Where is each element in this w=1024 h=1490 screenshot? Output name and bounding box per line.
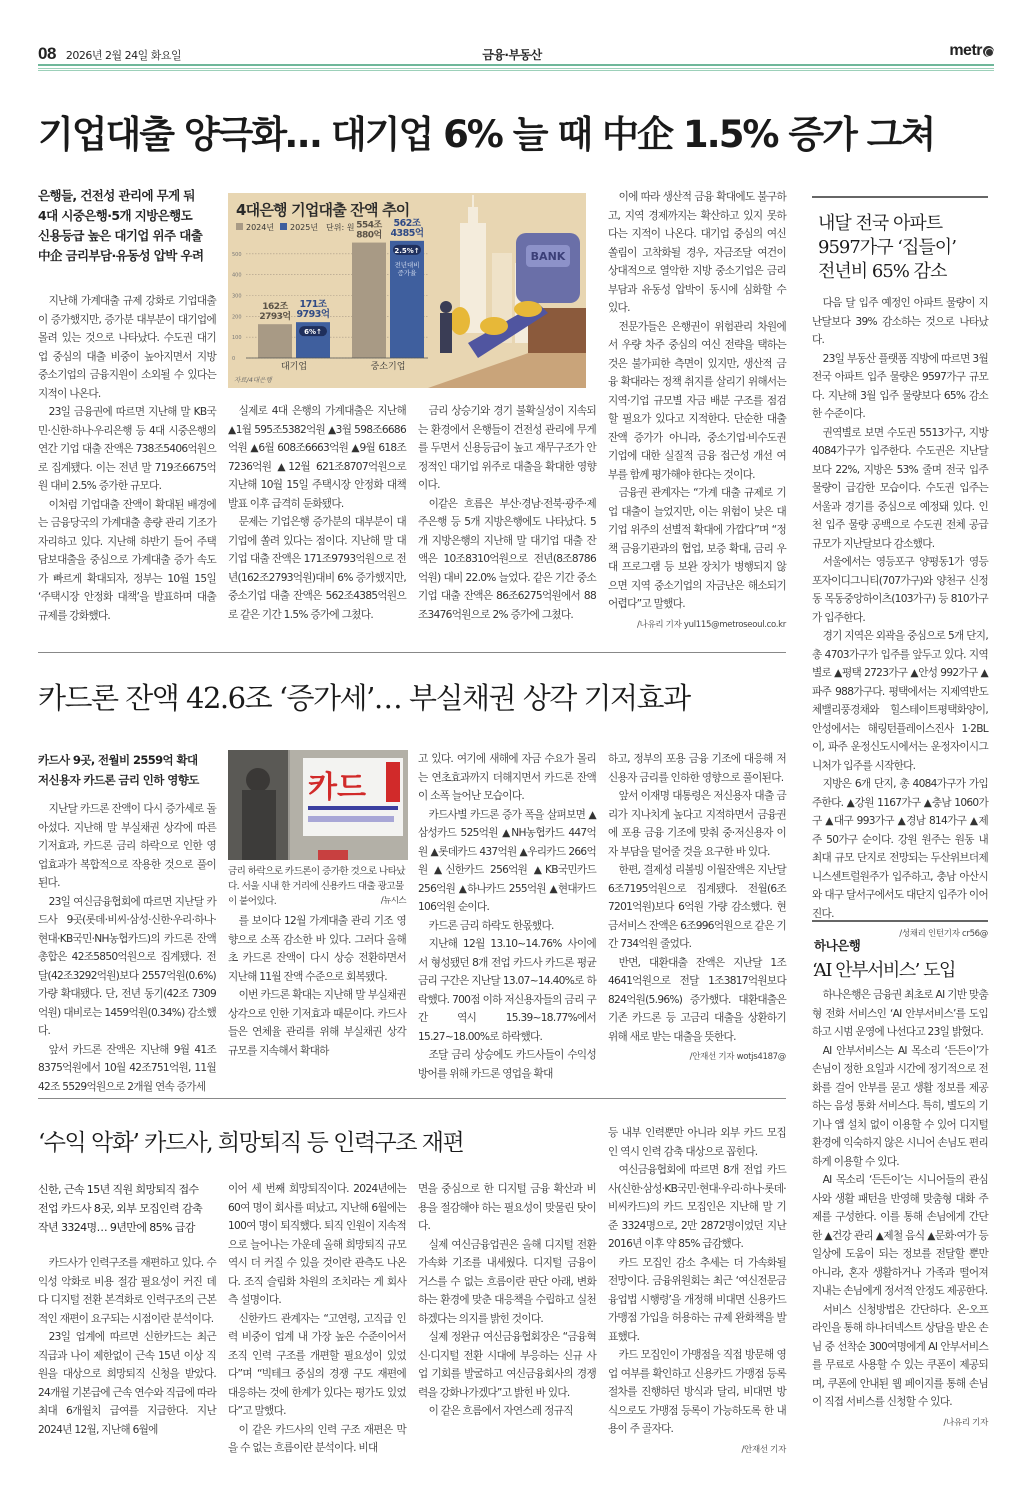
photo-sign-text: 카드 (308, 770, 366, 805)
subhead: 4대 시중은행·5개 지방은행도 (38, 208, 193, 223)
subhead: 전업 카드사 8곳, 외부 모집인력 감축 (38, 1202, 203, 1215)
data-label: 880억 (356, 230, 382, 241)
x-tick-label: 대기업 (280, 362, 308, 372)
subhead: 中企 금리부담·유동성 압박 우려 (38, 248, 204, 263)
data-label: 162조 (262, 302, 288, 313)
paragraph: 카드 모집인이 가맹점을 직접 방문해 영업 여부를 확인하고 신용카드 가맹점 등록 절차를 진행하던 방식과 달리, 비대면 방식으로도 가맹점 등록이 가능하도록 한 내용이 주 골자다. (608, 1349, 786, 1435)
article3-subheads (38, 1180, 216, 1237)
growth-note: 증가율 (397, 268, 417, 277)
paragraph: 이어 세 번째 희망퇴직이다. 2024년에는 60여 명이 회사를 떠났고, 지난해 6월에는 100여 명이 퇴직했다. 퇴직 인원이 지속적으로 늘어나는 가운데 올해 희망퇴직 규모 역시 더 커질 수 있을 것이란 관측도 나온다. 조직 슬림화 차원의 조치라는 게 회사 측 설명이다. (228, 1183, 406, 1306)
paragraph: 실제 여신금융업권은 올해 디지털 전환 가속화 기조를 내세웠다. 디지털 금융이 거스를 수 없는 흐름이란 판단 아래, 변화하는 환경에 맞춘 대응책을 수립하고 실천하겠다는 의지를 밝힌 것이다. (418, 1238, 596, 1325)
data-label: 9793억 (296, 309, 330, 321)
data-label: 4385억 (390, 227, 424, 239)
bank-sign-text: BANK (530, 250, 566, 263)
paragraph: 서비스 신청방법은 간단하다. 온·오프라인을 통해 하나더넥스트 상담을 받은 손님 중 선착순 300여명에게 AI 안부서비스를 무료로 사용할 수 있는 쿠폰이 제공되며, 쿠폰에 안내된 웹 페이지를 통해 손님이 직접 서비스를 신청할 수 있다. (812, 1303, 988, 1408)
paragraph: 이같은 흐름은 부산·경남·전북·광주·제주은행 등 5개 지방은행에도 나타났다. 5개 지방은행의 지난해 말 대기업 대출 잔액은 10조8310억원으로 전년(8조8786억원) 대비 22.0% 늘었다. 같은 기간 중소기업 대출 잔액은 86조6275억원에서 88조3476억원으로 2% 증가에 그쳤다. (418, 497, 596, 621)
byline: /안재선 기자 (741, 1444, 786, 1455)
chart-title: 4대은행 기업대출 잔액 추이 (236, 201, 410, 219)
paragraph: 금융권 관계자는 “가계 대출 규제로 기업 대출이 늘었지만, 이는 위험이 낮은 대기업 위주의 선별적 확대에 가깝다”며 “정책 금융기관과의 협업, 보증 확대, 금리 우대 프로그램 등 보완 장치가 병행되지 않으면 지역 중소기업의 자금난은 해소되기 어렵다”고 말했다. (608, 487, 786, 610)
legend-label: 2024년 (246, 223, 275, 232)
news-photo (228, 750, 408, 860)
byline: /안재선 기자 wotjs4187@ (689, 1052, 786, 1062)
section-title: 금융·부동산 (482, 48, 542, 62)
divider (38, 1098, 786, 1099)
logo-text: metr (949, 42, 982, 59)
legend-label: 2025년 (290, 223, 319, 232)
paragraph: 이에 따라 생산적 금융 확대에도 불구하고, 지역 경제까지는 확산하고 있지 못하다는 지적이 나온다. 대기업 중심의 여신 쏠림이 고착화될 경우, 자금조달 여건이 상대적으로 열악한 지방 중소기업은 금리 부담과 유동성 압박이 동시에 심화할 수 있다. (608, 191, 786, 314)
subhead: 신용등급 높은 대기업 위주 대출 (38, 228, 203, 243)
article2-column-4 (608, 750, 786, 1067)
paragraph: 고 있다. 여기에 새해에 자금 수요가 몰리는 연초효과까지 더해지면서 카드론 잔액이 소폭 늘어난 모습이다. (418, 753, 596, 802)
paragraph: 이 같은 흐름에서 자연스레 정규직 (428, 1405, 573, 1417)
paragraph: 면을 중심으로 한 디지털 금융 확산과 비용을 절감해야 하는 필요성이 맞물린 탓이다. (418, 1183, 596, 1232)
paragraph: 카드사별 카드론 증가 폭을 살펴보면 ▲삼성카드 525억원 ▲NH농협카드 447억원 ▲롯데카드 437억원 ▲우리카드 266억원 ▲신한카드 256억원 ▲KB국민카드 256억원 ▲하나카드 255억원 ▲현대카드 106억원 순이다. (418, 808, 596, 913)
paragraph: 23일 업계에 따르면 신한카드는 최근 직급과 나이 제한없이 근속 15년 이상 직원을 대상으로 희망퇴직 신청을 받았다. 24개월 기본급에 근속 연수와 직급에 따라 최대 6개월치 급여를 지급한다. 지난 2024년 12월, 지난해 6월에 (38, 1331, 216, 1436)
article3-column-4 (608, 1124, 786, 1459)
headline-line: 내달 전국 아파트 (818, 213, 943, 234)
divider (38, 652, 786, 653)
paragraph: 23일 금융권에 따르면 지난해 말 KB국민·신한·하나·우리은행 등 4대 시중은행의 연간 기업 대출 잔액은 738조5406억원으로 집계됐다. 이는 전년 말 719조6675억원 대비 2.5% 증가한 규모다. (38, 406, 216, 492)
article3-column-1 (38, 1254, 216, 1439)
page-number: 08 (38, 44, 56, 63)
article2-column-2 (228, 912, 406, 1060)
photo-caption (228, 864, 406, 909)
issue-date: 2026년 2월 24일 화요일 (65, 49, 182, 62)
globe-icon (983, 46, 994, 57)
y-tick-label: 400 (232, 272, 242, 279)
article1-column-2 (228, 402, 406, 624)
paragraph: 신한카드 관계자는 “고연령, 고직급 인력 비중이 업계 내 가장 높은 수준이어서 조직 인력 구조를 개편할 필요성이 있었다”며 “빅테크 중심의 경쟁 구도 재편에 대응하는 것에 한계가 있다는 평가도 있었다”고 말했다. (228, 1312, 406, 1417)
byline: /나유리 기자 (943, 1417, 988, 1428)
paragraph: 지난해 가계대출 규제 강화로 기업대출이 증가했지만, 증가분 대부분이 대기업에 몰려 있는 것으로 나타났다. 수도권 대기업 중심의 대출 비중이 높아지면서 지방 중소기업의 금융지원이 소외될 수 있다는 지적이 나온다. (38, 295, 216, 400)
paragraph: 이 같은 카드사의 인력 구조 재편은 막을 수 없는 흐름이란 분석이다. 비대 (228, 1423, 406, 1454)
data-label: 554조 (356, 220, 382, 231)
paragraph: 지난달 카드론 잔액이 다시 증가세로 돌아섰다. 지난해 말 부실채권 상각에 따른 기저효과, 카드론 금리 하락으로 인한 영업효과가 복합적으로 작용한 것으로 풀이된다. (38, 803, 216, 889)
sidebar2-kicker: 하나은행 (814, 938, 861, 953)
y-tick-label: 300 (232, 293, 242, 300)
paragraph: 카드사가 인력구조를 재편하고 있다. 수익성 악화로 비용 절감 필요성이 커진 데다 디지털 전환 본격화로 인력구조의 근본적인 재편이 요구되는 시점이란 분석이다. (38, 1257, 216, 1325)
photo-credit: /뉴시스 (380, 896, 406, 906)
paragraph: 다음 달 입주 예정인 아파트 물량이 지난달보다 39% 감소하는 것으로 나타났다. (812, 297, 988, 346)
paragraph: 를 보이다 12월 가계대출 관리 기조 영향으로 소폭 감소한 바 있다. 그러다 올해 초 카드론 잔액이 다시 상승 전환하면서 지난해 11월 잔액 수준으로 회복됐다. (228, 915, 406, 983)
article2-subheads (38, 750, 216, 790)
metro-logo (949, 42, 994, 60)
paragraph: 앞서 카드론 잔액은 지난해 9월 41조8375억원에서 10월 42조751억원, 11월 42조 5529억원으로 2개월 연속 증가세 (38, 1043, 216, 1093)
paragraph: 금리 상승기와 경기 불확실성이 지속되는 환경에서 은행들이 건전성 관리에 무게를 두면서 신용등급이 높고 재무구조가 안정적인 대기업 위주로 대출을 확대한 영향이다. (418, 405, 596, 491)
sidebar2-body (812, 986, 988, 1432)
paragraph: 권역별로 보면 수도권 5513가구, 지방 4084가구가 입주한다. 수도권은 지난달보다 22%, 지방은 53% 줄며 전국 입주 물량이 급감한 모습이다. 수도권 입주는 서울과 경기를 중심으로 예정돼 있다. 인천 입주 물량 공백으로 수도권 전체 공급 규모가 지난달보다 감소했다. (812, 426, 988, 550)
subhead: 저신용자 카드론 금리 인하 영향도 (38, 773, 199, 787)
growth-badge-text: 6%↑ (304, 328, 322, 337)
data-label: 171조 (299, 299, 327, 311)
paragraph: 경기 지역은 외곽을 중심으로 5개 단지, 총 4703가구가 입주를 앞두고 있다. 지역별로 ▲평택 2723가구 ▲안성 992가구 ▲파주 988가구다. 평택에서는 지제역반도체밸리풍경채와 힐스테이트평택화양이, 안성에서는 해링턴플레이스진사 1·2BL이, 파주 운정신도시에서는 운정자이시그니처가 입주를 시작한다. (812, 630, 988, 772)
subhead: 카드사 9곳, 전월비 2559억 확대 (38, 753, 198, 767)
y-tick-label: 0 (232, 356, 236, 362)
paragraph: 카드론 금리 하락도 한몫했다. (428, 919, 554, 932)
paragraph: 23일 여신금융협회에 따르면 지난달 카드사 9곳(롯데·비씨·삼성·신한·우리·하나·현대·KB국민·NH농협카드)의 카드론 잔액 총합은 42조5850억원으로 집계됐다. 전달(42조3292억원)보다 2557억원(0.6%) 가량 확대됐다. 단, 전년 동기(42조 7309억원) 대비로는 1459억원(0.34%) 감소했다. (38, 895, 216, 1037)
legend-swatch (236, 223, 243, 230)
growth-note: 전년대비 (394, 260, 420, 269)
unit-label: 단위: 원 (326, 223, 355, 232)
data-label: 562조 (393, 217, 421, 229)
paragraph: 실제 정완규 여신금융협회장은 “금융혁신·디지털 전환 시대에 부응하는 신규 사업 기회를 발굴하고 여신금융회사의 경쟁력을 강화나가겠다”고 밝힌 바 있다. (418, 1331, 596, 1399)
paragraph: 문제는 기업은행 증가분의 대부분이 대기업에 쏠려 있다는 점이다. 지난해 말 대기업 대출 잔액은 171조9793억원으로 전년(162조2793억원)대비 6% 증가했지만, 중소기업 대출 잔액은 562조4385억원으로 같은 기간 1.5% 증가에 그쳤다. (228, 516, 406, 621)
data-label: 2793억 (259, 312, 291, 323)
legend-swatch (280, 223, 287, 230)
article2-column-3 (418, 750, 596, 1083)
sidebar2-headline: ‘AI 안부서비스’ 도입 (812, 960, 955, 981)
paragraph: 조달 금리 상승에도 카드사들이 수익성 방어를 위해 카드론 영업을 확대 (418, 1049, 596, 1080)
paragraph: 이번 카드론 확대는 지난해 말 부실채권 상각으로 인한 기저효과 때문이다. 카드사들은 연체율 관리를 위해 부실채권 상각 규모를 지속해서 확대하 (228, 989, 406, 1057)
paragraph: 등 내부 인력뿐만 아니라 외부 카드 모집인 역시 인력 감축 대상으로 꼽힌다. (608, 1127, 786, 1158)
paragraph: 카드 모집인 감소 추세는 더 가속화될 전망이다. 금융위원회는 최근 ‘여신전문금융업법 시행령’을 개정해 비대면 신용카드 가맹점 가입을 허용하는 규제 완화책을 발표했다. (608, 1256, 786, 1343)
article2-column-1 (38, 800, 216, 1096)
paragraph: 지난해 12월 13.10~14.76% 사이에서 형성됐던 8개 전업 카드사 카드론 평균 금리 구간은 지난달 13.07~14.40%로 하락했다. 700점 이하 저신용자들의 금리 구간 역시 15.39~18.77%에서 15.27~18.00%로 하락했다. (418, 938, 596, 1043)
sidebar-divider (812, 196, 988, 198)
photo-illustration (228, 750, 408, 860)
byline: /성채리 인턴기자 cr56@ (899, 929, 988, 939)
loan-balance-chart (228, 193, 586, 388)
paragraph: 지방은 6개 단지, 총 4084가구가 가입주한다. ▲강원 1167가구 ▲충남 1060가구 ▲대구 993가구 ▲경남 814가구 ▲제주 50가구 순이다. 강원 원주는 원동 내 최대 규모 단지로 전망되는 두산위브더제니스센트럴원주가 입주하고, 충남 아산시와 대구 달서구에서도 대단지 입주가 이어진다. (812, 778, 988, 920)
paragraph: AI 안부서비스는 AI 목소리 ‘든든이’가 손님이 정한 요일과 시간에 정기적으로 전화를 걸어 안부를 묻고 생활 정보를 제공하는 음성 통화 서비스다. 특히, 별도의 기기나 앱 설치 없이 이용할 수 있어 디지털 환경에 익숙하지 않은 시니어 손님도 편리하게 이용할 수 있다. (812, 1044, 988, 1168)
article1-column-1 (38, 292, 216, 625)
article2-headline: 카드론 잔액 42.6조 ‘증가세’… 부실채권 상각 기저효과 (38, 681, 690, 715)
paragraph: 한편, 결제성 리볼빙 이월잔액은 지난달 6조7195억원으로 집계됐다. 전월(6조7201억원)보다 6억원 가량 감소했다. 현금서비스 잔액은 6조996억원으로 같은 기간 734억원 줄었다. (608, 864, 786, 950)
chart-source: 자료/4대은행 (234, 376, 272, 384)
y-tick-label: 500 (232, 251, 242, 258)
article3-column-3 (418, 1180, 596, 1421)
paragraph: 실제로 4대 은행의 가계대출은 지난해 ▲1월 595조5382억원 ▲3월 598조6686억원 ▲6월 608조6663억원 ▲9월 618조7236억원 ▲12월 621조8707억원으로 지난해 10월 15일 주택시장 안정화 대책 발표 이후 급격히 둔화됐다. (228, 405, 406, 510)
x-tick-label: 중소기업 (370, 362, 406, 372)
paragraph: 앞서 이재명 대통령은 저신용자 대출 금리가 지나치게 높다고 지적하면서 금융권에 포용 금융 기조에 맞춰 중·저신용자 이자 부담을 덜어줄 것을 요구한 바 있다. (608, 790, 786, 858)
article1-column-4 (608, 188, 786, 634)
caption-text: 금리 하락으로 카드론이 증가한 것으로 나타났다. 서울 시내 한 거리에 신용카드 대출 광고물이 붙어있다. (228, 866, 405, 907)
sidebar1-headline (818, 212, 956, 284)
main-headline: 기업대출 양극화… 대기업 6% 늘 때 中企 1.5% 증가 그쳐 (38, 113, 935, 156)
sidebar1-body (812, 294, 988, 944)
paragraph: 반면, 대환대출 잔액은 지난달 1조4641억원으로 전달 1조3817억원보다 824억원(5.96%) 증가했다. 대환대출은 기존 카드론 등 고금리 대출을 상환하기 위해 새로 받는 대출을 뜻한다. (608, 956, 786, 1043)
paragraph: AI 목소리 ‘든든이’는 시니어들의 관심사와 생활 패턴을 반영해 맞춤형 대화 주제를 구성한다. 이를 통해 손님에게 간단한 ▲건강 관리 ▲제철 음식 ▲문화·여가 등 일상에 도움이 되는 정보를 전달할 뿐만 아니라, 혼자 생활하거나 가족과 떨어져 지내는 손님에게 정서적 안정도 제공한다. (812, 1174, 988, 1297)
paragraph: 23일 부동산 플랫폼 직방에 따르면 3월 전국 아파트 입주 물량은 9597가구 규모다. 지난해 3월 입주 물량보다 65% 감소한 수준이다. (812, 352, 988, 420)
header-rule (38, 64, 994, 71)
sidebar-divider (812, 920, 988, 922)
article3-column-2 (228, 1180, 406, 1458)
paragraph: 이처럼 기업대출 잔액이 확대된 배경에는 금융당국의 가계대출 총량 관리 기조가 자리하고 있다. 지난해 하반기 들어 주택담보대출을 중심으로 가계대출 증가 속도가 빠르게 확대되자, 정부는 10월 15일 ‘주택시장 안정화 대책’을 발표하며 대출 규제를 강화했다. (38, 498, 216, 622)
article1-subheads (38, 186, 216, 266)
paragraph: 여신금융협회에 따르면 8개 전업 카드사(신한·삼성·KB국민·현대·우리·하나·롯데·비씨카드)의 카드 모집인은 지난해 말 기준 3324명으로, 2만 2872명이었던 지난 2016년 이후 약 85% 급감했다. (608, 1164, 786, 1250)
paragraph: 하나은행은 금융권 최초로 AI 기반 맞춤형 전화 서비스인 ‘AI 안부서비스’를 도입하고 시범 운영에 나선다고 23일 밝혔다. (812, 989, 988, 1038)
subhead: 신한, 근속 15년 직원 희망퇴직 접수 (38, 1183, 199, 1196)
bar (258, 324, 292, 358)
y-tick-label: 200 (232, 314, 242, 321)
growth-badge-text: 2.5%↑ (394, 246, 420, 255)
bar (390, 241, 424, 358)
subhead: 작년 3324명… 9년만에 85% 급감 (38, 1221, 195, 1234)
paragraph: 서울에서는 영등포구 양평동1가 영등포자이디그니티(707가구)와 양천구 신정동 목동중앙하이츠(103가구) 등 810가구가 입주한다. (812, 556, 988, 624)
article1-column-3 (418, 402, 596, 624)
headline-line: 9597가구 ‘집들이’ (818, 237, 956, 258)
chart-canvas (228, 193, 586, 388)
article3-headline: ‘수익 악화’ 카드사, 희망퇴직 등 인력구조 재편 (38, 1130, 464, 1156)
byline: /나유리 기자 yul115@metroseoul.co.kr (636, 619, 786, 630)
bank-illustration (428, 195, 586, 388)
y-tick-label: 100 (232, 335, 242, 342)
bar (352, 243, 386, 358)
headline-line: 전년비 65% 감소 (818, 261, 947, 282)
paragraph: 하고, 정부의 포용 금융 기조에 대응해 저신용자 금리를 인하한 영향으로 풀이된다. (608, 753, 786, 784)
subhead: 은행들, 건전성 관리에 무게 둬 (38, 188, 195, 203)
paragraph: 전문가들은 은행권이 위험관리 차원에서 우량 차주 중심의 여신 전략을 택하는 것은 불가피한 측면이 있지만, 생산적 금융 확대라는 정책 취지를 살리기 위해서는 지역·기업 규모별 자금 배분 구조를 점검할 필요가 있다고 지적한다. 단순한 대출 잔액 증가가 아니라, 중소기업·비수도권 기업에 대한 실질적 금융 접근성 개선 여부를 함께 평가해야 한다는 것이다. (608, 320, 786, 481)
